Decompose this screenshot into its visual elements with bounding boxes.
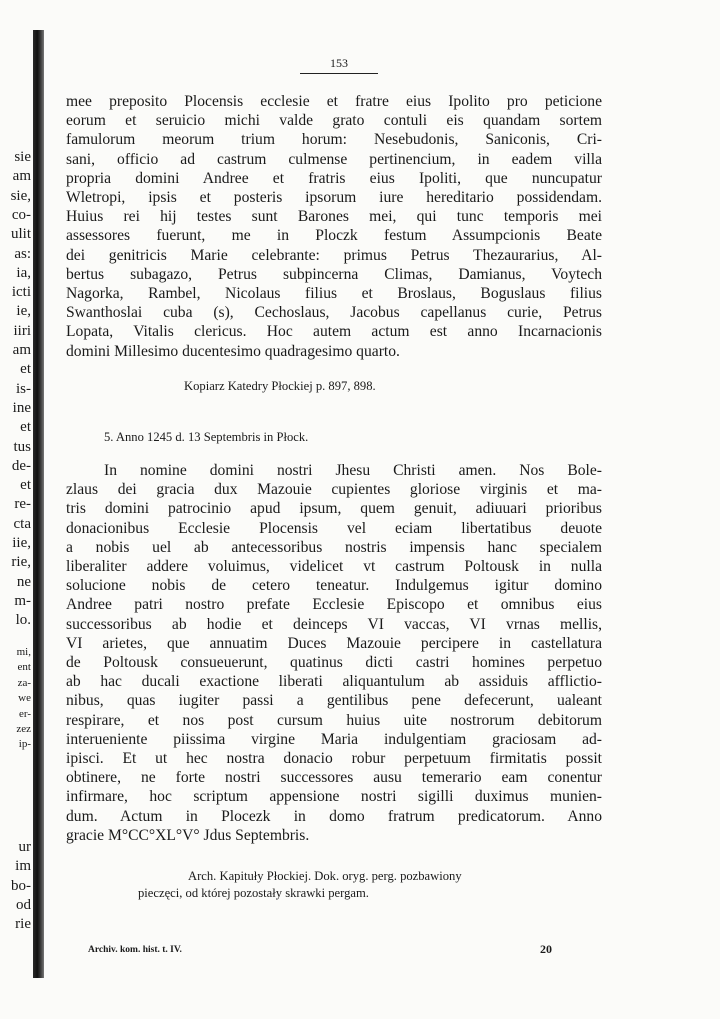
margin-fragment: ine <box>12 399 31 416</box>
margin-fragment: zez <box>16 723 31 735</box>
charter-1-line: famulorum meorum trium horum: Nesebudonis, Saniconis, Cri- <box>66 131 602 149</box>
margin-fragment: icti <box>11 284 31 301</box>
source-note-2-line-2: pieczęci, od której pozostały skrawki pergam. <box>138 886 369 900</box>
charter-2-line: de Poltousk consueuerunt, quatinus dicti castri homines perpetuo <box>66 654 602 672</box>
margin-fragment: m- <box>14 592 31 609</box>
charter-2-line: successoribus ab hodie et deinceps VI vaccas, VI vrnas mellis, <box>66 615 602 633</box>
margin-fragment: tus <box>13 438 31 455</box>
margin-fragment: et <box>20 361 31 378</box>
margin-fragment: sie <box>14 149 31 165</box>
margin-fragment: et <box>20 477 31 494</box>
document-heading: 5. Anno 1245 d. 13 Septembris in Płock. <box>104 430 309 444</box>
charter-2-line: ipisci. Et ut hec nostra donacio robur perpetuum firmitatis possit <box>66 750 602 768</box>
margin-fragment: ip- <box>18 738 31 751</box>
margin-fragment: de- <box>11 457 31 474</box>
margin-fragment: er- <box>19 707 31 720</box>
charter-2-line: interueniente piissima virgine Maria indulgentiam graciosam ad- <box>66 730 602 748</box>
charter-1-line: assessores fuerunt, me in Ploczk festum Assumpcionis Beate <box>66 227 602 245</box>
margin-fragment: am <box>12 168 31 185</box>
charter-2-line: obtinere, ne forte nostri successores ausu temerario eam conentur <box>66 769 602 787</box>
footer-signature-mark: Archiv. kom. hist. t. IV. <box>88 945 182 955</box>
margin-fragment: im <box>15 858 31 875</box>
margin-fragment: et <box>20 419 31 436</box>
charter-1-line: domini Millesimo ducentesimo quadragesimo quarto. <box>66 342 400 360</box>
charter-2-line: nibus, quas iugiter passi a gentilibus pene defecerunt, ualeant <box>66 692 602 710</box>
margin-fragment: co- <box>11 206 31 223</box>
margin-fragment: lo. <box>15 612 31 629</box>
charter-2-line: In nomine domini nostri Jhesu Christi amen. Nos Bole- <box>104 462 602 479</box>
margin-fragment: ent <box>17 661 31 674</box>
charter-1-line: bertus subagazo, Petrus subpincerna Climas, Damianus, Voytech <box>66 265 602 283</box>
margin-fragment: as: <box>14 245 31 262</box>
margin-fragment: bo- <box>11 877 31 894</box>
charter-2-line: gracie M°CC°XL°V° Jdus Septembris. <box>66 826 310 844</box>
margin-fragment: ia, <box>16 264 31 281</box>
source-note-2-line-1: Arch. Kapituły Płockiej. Dok. oryg. perg. pozbawiony <box>188 869 462 883</box>
margin-fragment: cta <box>13 515 31 532</box>
paragraph-charter-2 <box>66 461 602 845</box>
charter-2-line: tris domini patrocinio apud ipsum, quem genuit, adiuuari prioribus <box>66 500 602 518</box>
margin-fragment: am <box>12 342 31 358</box>
margin-fragment: rie <box>15 916 31 933</box>
charter-1-line: sani, officio ad castrum culmense pertinencium, in eadem villa <box>66 150 602 168</box>
charter-2-line: a nobis uel ab antecessoribus nostris impensis hanc specialem <box>66 538 602 556</box>
charter-2-line: dum. Actum in Plocezk in domo fratrum predicatorum. Anno <box>66 807 602 825</box>
margin-fragment: is- <box>16 380 31 397</box>
margin-fragment: iie, <box>12 535 31 551</box>
charter-2-line: liberaliter addere voluimus, videlicet vt castrum Poltousk in nulla <box>66 558 602 576</box>
source-note-1: Kopiarz Katedry Płockiej p. 897, 898. <box>184 379 376 393</box>
charter-1-line: dei genitricis Marie celebrante: primus Petrus Thezaurarius, Al- <box>66 246 602 264</box>
margin-fragment: ne <box>16 573 31 590</box>
binding-shadow <box>33 30 44 978</box>
margin-fragment: mi, <box>16 646 31 658</box>
margin-fragment: we <box>18 692 31 705</box>
page-number: 153 <box>300 56 378 74</box>
charter-2-line: ab hac ducali exactione liberati aliquantulum ab assiduis afflictio- <box>66 673 602 691</box>
margin-fragment: za- <box>17 676 31 689</box>
charter-2-line: infirmare, hoc scriptum appensione nostri sigilli duximus munien- <box>66 788 602 806</box>
charter-2-line: VI arietes, que annuatim Duces Mazouie percipere in castellatura <box>66 634 602 652</box>
charter-1-line: Huius rei hij testes sunt Barones mei, qui tunc temporis mei <box>66 208 602 226</box>
charter-2-line: respirare, et nos post cursum huius uite nostrorum debitorum <box>66 711 602 729</box>
charter-1-line: Swanthoslai cuba (s), Cechoslaus, Jacobus capellanus curie, Petrus <box>66 304 602 322</box>
charter-1-line: Lopata, Vitalis clericus. Hoc autem actum est anno Incarnacionis <box>66 323 602 341</box>
charter-2-line: donacionibus Ecclesie Plocensis vel eciam libertatibus deuote <box>66 519 602 537</box>
margin-fragment: ie, <box>16 303 31 320</box>
margin-fragment: sie, <box>10 187 31 204</box>
margin-fragment: ulit <box>10 226 31 243</box>
charter-1-line: propria domini Andree et fratris eius Ipoliti, que nuncupatur <box>66 169 602 187</box>
charter-2-line: zlaus dei gracia dux Mazouie cupientes gloriose virginis et ma- <box>66 481 602 499</box>
paragraph-charter-1 <box>66 92 602 361</box>
charter-2-line: Andree patri nostro prefate Ecclesie Episcopo et omnibus eius <box>66 596 602 614</box>
footer-sheet-number: 20 <box>540 942 552 956</box>
margin-fragment: re- <box>14 496 31 513</box>
charter-1-line: Wletropi, ipsis et posteris ipsorum iure hereditario possidendam. <box>66 189 602 207</box>
charter-1-line: eorum et seruicio michi valde grato contuli eis quandam sortem <box>66 112 602 130</box>
margin-fragment: iiri <box>13 322 31 339</box>
margin-fragment: rie, <box>11 554 31 571</box>
charter-1-line: mee preposito Plocensis ecclesie et fratre eius Ipolito pro peticione <box>66 93 602 110</box>
margin-fragment: od <box>16 896 31 913</box>
margin-fragment: ur <box>18 839 31 855</box>
charter-1-line: Nagorka, Rambel, Nicolaus filius et Broslaus, Boguslaus filius <box>66 285 602 303</box>
charter-2-line: solucione nobis de cetero teneatur. Indulgemus igitur domino <box>66 577 602 595</box>
